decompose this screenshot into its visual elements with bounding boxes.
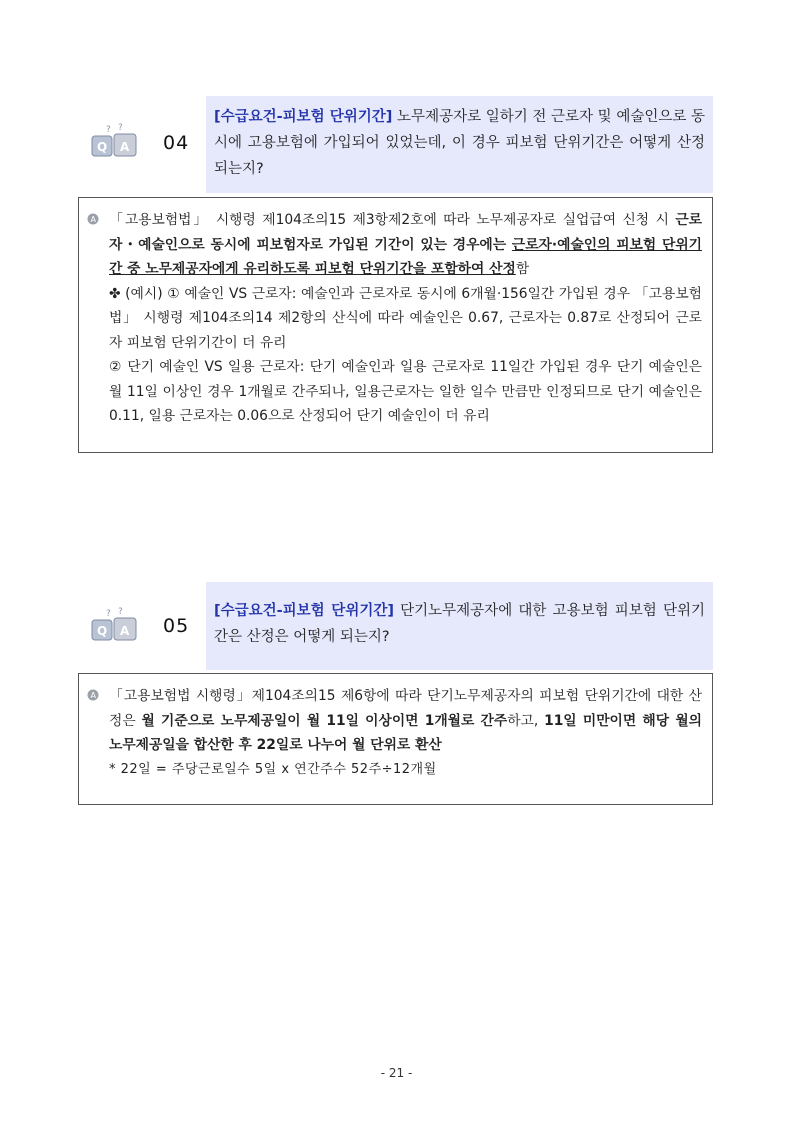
qa-dice-icon [88,122,142,162]
answer-bold-text: 11일 미만이면 해당 월의 노무제공일을 합산한 후 22일로 나누어 월 단위로 환산 [109,712,702,753]
svg-text:?: ? [118,607,123,617]
answer-paragraph [109,208,702,282]
answer-04-box [78,197,713,453]
question-tag: [수급요건-피보험 단위기간] [214,603,394,619]
page-number: - 21 - [380,1066,413,1080]
footnote: * 22일 = 주당근로일수 5일 x 연간주수 52주÷12개월 [109,761,437,777]
svg-text:?: ? [106,609,111,619]
svg-text:Q: Q [97,624,108,638]
answer-bold-text: 근로자・예술인으로 동시에 피보험자로 가입된 기간이 있는 경우에는 [109,212,702,253]
svg-text:?: ? [106,125,111,135]
question-number: 05 [163,615,190,637]
question-04-block [78,96,713,193]
answer-text: 하고, [507,712,545,729]
example-2: ② 단기 예술인 VS 일용 근로자: 단기 예술인과 일용 근로자로 11일간 가입된 경우 단기 예술인은 월 11일 이상인 경우 1개월로 간주되나, 일용근로자는 일한 일수 만큼만 인정되므로 단기 예술인은 0.11, 일용 근로자는 0.06으로 산정되어 단기 예술인이 더 유리 [109,359,702,424]
question-box [206,582,713,670]
svg-text:A: A [120,624,130,638]
answer-text: 「고용보험법」 시행령 제104조의15 제3항제2호에 따라 노무제공자로 실업급여 신청 시 [109,212,676,228]
question-number: 04 [163,132,190,154]
question-text [206,582,713,650]
answer-bullet-icon [87,213,99,225]
question-body: 단기노무제공자에 대한 고용보험 피보험 단위기간은 산정은 어떻게 되는지? [214,603,705,645]
svg-text:A: A [90,215,96,224]
svg-text:Q: Q [97,140,108,154]
question-body: 노무제공자로 일하기 전 근로자 및 예술인으로 동시에 고용보험에 가입되어 있었는데, 이 경우 피보험 단위기간은 어떻게 산정되는지? [214,109,705,177]
answer-bold-text: 월 기준으로 노무제공일이 월 11일 이상이면 1개월로 간주 [141,712,508,729]
svg-text:?: ? [118,123,123,133]
example-1: ✤ (예시) ① 예술인 VS 근로자: 예술인과 근로자로 동시에 6개월·156일간 가입된 경우 「고용보험법」 시행령 제104조의14 제2항의 산식에 따라 예술인은 0.67, 근로자는 0.87로 산정되어 근로자 피보험 단위기간이 더 유리 [109,285,702,351]
answer-paragraph [109,684,702,758]
svg-text:A: A [90,691,96,700]
question-05-block [78,582,713,670]
answer-bold-underlined-text: 근로자·예술인의 피보험 단위기간 중 노무제공자에게 유리하도록 피보험 단위기간을 포함하여 산정 [109,236,702,277]
question-tag: [수급요건-피보험 단위기간] [214,109,393,125]
svg-text:A: A [120,140,130,154]
answer-text: 함 [515,261,530,277]
answer-bullet-icon [87,689,99,701]
question-box [206,96,713,193]
answer-05-box [78,673,713,805]
question-text [206,96,713,182]
qa-dice-icon [88,606,142,646]
answer-text: 「고용보험법 시행령」제104조의15 제6항에 따라 단기노무제공자의 피보험 단위기간에 대한 산정은 [109,688,702,729]
